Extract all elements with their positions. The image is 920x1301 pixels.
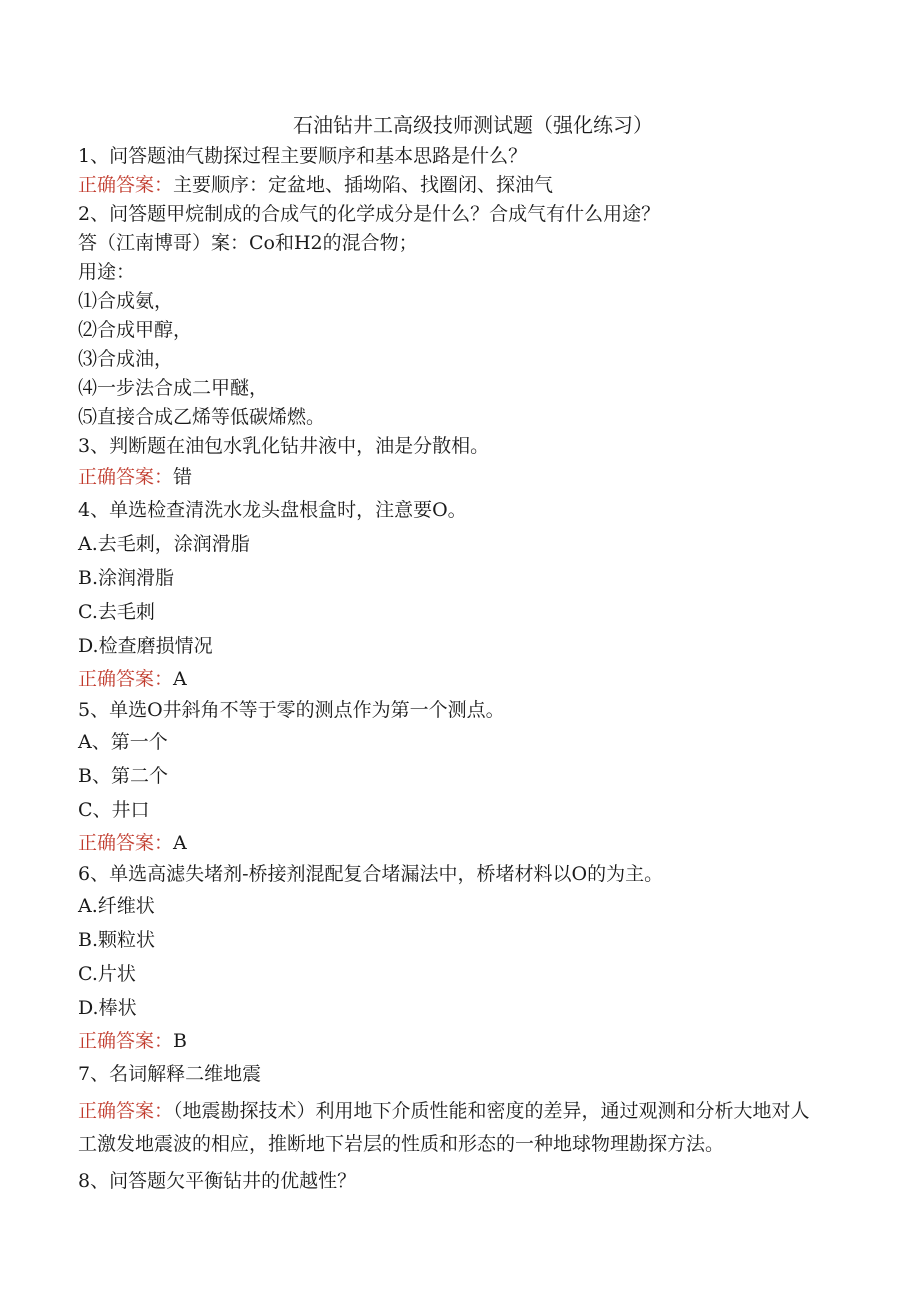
q4-option-d: D.检查磨损情况	[78, 635, 213, 657]
q4-option-b: B.涂润滑脂	[78, 567, 175, 589]
answer-3	[78, 461, 838, 494]
answer-label: 正确答案：	[78, 1100, 174, 1122]
q6-option-a: A.纤维状	[78, 895, 155, 917]
use-item-5: ⑸直接合成乙烯等低碳烯燃。	[78, 406, 326, 428]
answer-label: 正确答案：	[78, 1030, 174, 1052]
answer-label: 正确答案：	[78, 832, 174, 854]
question-6: 6、单选高滤失堵剂-桥接剂混配复合堵漏法中，桥堵材料以O的为主。	[78, 863, 664, 885]
question-3: 3、判断题在油包水乳化钻井液中，油是分散相。	[78, 435, 490, 457]
answer-1-text: 主要顺序：定盆地、插坳陷、找圈闭、探油气	[173, 174, 554, 196]
answer-7-text: （地震勘探技术）利用地下介质性能和密度的差异，通过观测和分析大地对人工激发地震波的相应，推断地下岩层的性质和形态的一种地球物理勘探方法。	[78, 1100, 810, 1155]
answer-2-line: 答（江南博哥）案：Co和H2的混合物；	[78, 232, 418, 254]
question-4: 4、单选检查清洗水龙头盘根盒时，注意要O。	[78, 499, 467, 521]
answer-label: 正确答案：	[78, 174, 174, 196]
question-8: 8、问答题欠平衡钻井的优越性？	[78, 1170, 357, 1192]
q4-option-c: C.去毛刺	[78, 601, 155, 623]
document-title: 石油钻井工高级技师测试题（强化练习）	[293, 113, 653, 137]
uses-label: 用途：	[78, 261, 136, 283]
q6-option-b: B.颗粒状	[78, 929, 156, 951]
answer-label: 正确答案：	[78, 668, 174, 690]
question-1: 1、问答题油气勘探过程主要顺序和基本思路是什么？	[78, 145, 528, 167]
question-5: 5、单选O井斜角不等于零的测点作为第一个测点。	[78, 699, 505, 721]
answer-7	[78, 1095, 818, 1161]
q5-option-c: C、井口	[78, 799, 150, 821]
q6-option-c: C.片状	[78, 963, 136, 985]
use-item-2: ⑵合成甲醇，	[78, 319, 193, 341]
q6-option-d: D.棒状	[78, 997, 137, 1019]
answer-6-text: B	[173, 1030, 187, 1052]
question-7: 7、名词解释二维地震	[78, 1063, 262, 1085]
answer-label: 正确答案：	[78, 466, 174, 488]
document-page	[78, 108, 838, 1198]
answer-3-text: 错	[173, 466, 193, 488]
q5-option-a: A、第一个	[78, 731, 168, 753]
answer-4	[78, 663, 838, 696]
use-item-1: ⑴合成氨，	[78, 290, 174, 312]
answer-6	[78, 1025, 838, 1058]
answer-5-text: A	[173, 832, 187, 854]
use-item-4: ⑷一步法合成二甲醚，	[78, 377, 269, 399]
answer-5	[78, 827, 838, 860]
q5-option-b: B、第二个	[78, 765, 168, 787]
answer-4-text: A	[173, 668, 187, 690]
q4-option-a: A.去毛刺，涂润滑脂	[78, 533, 250, 555]
answer-1	[78, 171, 838, 200]
question-2: 2、问答题甲烷制成的合成气的化学成分是什么？合成气有什么用途？	[78, 203, 661, 225]
use-item-3: ⑶合成油，	[78, 348, 174, 370]
